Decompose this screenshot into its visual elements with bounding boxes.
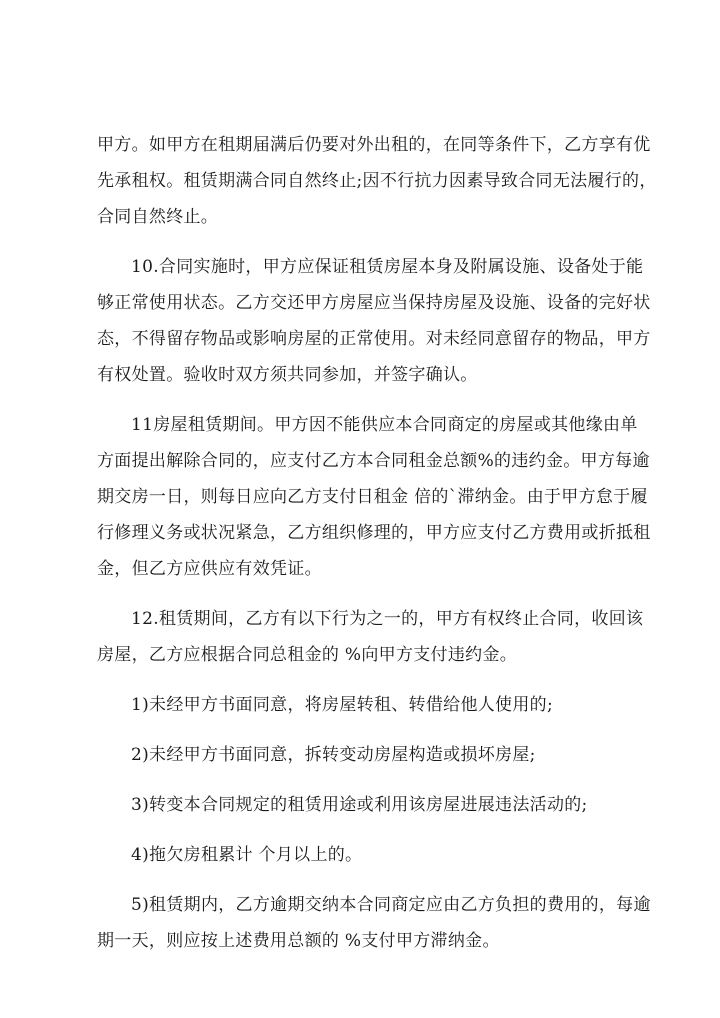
text-line: 12.租赁期间，乙方有以下行为之一的，甲方有权终止合同，收回该 <box>131 609 644 629</box>
text-line: 期一天，则应按上述费用总额的 %支付甲方滞纳金。 <box>97 931 500 951</box>
paragraph-spacer <box>97 873 637 887</box>
paragraph <box>97 887 651 959</box>
text-line: 金，但乙方应供应有效凭证。 <box>97 559 322 579</box>
paragraph-spacer <box>97 773 637 787</box>
text-line: 5)租赁期内，乙方逾期交纳本合同商定应由乙方负担的费用的，每逾 <box>131 895 651 915</box>
paragraph <box>97 737 637 773</box>
text-line: 甲方。如甲方在租期届满后仍要对外出租的，在同等条件下，乙方享有优 <box>97 135 651 155</box>
text-line: 够正常使用状态。乙方交还甲方房屋应当保持房屋及设施、设备的完好状 <box>97 293 651 313</box>
paragraph-spacer <box>97 823 637 837</box>
text-line: 先承租权。租赁期满合同自然终止;因不行抗力因素导致合同无法履行的， <box>97 171 657 191</box>
text-line: 2)未经甲方书面同意，拆转变动房屋构造或损坏房屋; <box>131 745 536 765</box>
paragraph-spacer <box>97 235 637 249</box>
paragraph <box>97 787 637 823</box>
text-line: 有权处置。验收时双方须共同参加，并签字确认。 <box>97 365 478 385</box>
text-line: 1)未经甲方书面同意，将房屋转租、转借给他人使用的; <box>131 695 553 715</box>
text-line: 3)转变本合同规定的租赁用途或利用该房屋进展违法活动的; <box>131 795 588 815</box>
text-line: 11房屋租赁期间。甲方因不能供应本合同商定的房屋或其他缘由单 <box>131 415 638 435</box>
paragraph <box>97 601 644 673</box>
text-line: 行修理义务或状况紧急，乙方组织修理的，甲方应支付乙方费用或折抵租 <box>97 523 651 543</box>
paragraph-spacer <box>97 587 637 601</box>
paragraph-spacer <box>97 393 637 407</box>
text-line: 10.合同实施时，甲方应保证租赁房屋本身及附属设施、设备处于能 <box>131 257 644 277</box>
text-line: 房屋，乙方应根据合同总租金的 %向甲方支付违约金。 <box>97 645 518 665</box>
document-body <box>97 127 657 959</box>
paragraph <box>97 687 637 723</box>
text-line: 4)拖欠房租累计 个月以上的。 <box>131 845 363 865</box>
paragraph-spacer <box>97 723 637 737</box>
paragraph <box>97 837 637 873</box>
paragraph <box>97 249 651 393</box>
text-line: 方面提出解除合同的，应支付乙方本合同租金总额%的违约金。甲方每逾 <box>97 451 650 471</box>
paragraph-spacer <box>97 673 637 687</box>
paragraph <box>97 407 651 587</box>
text-line: 期交房一日，则每日应向乙方支付日租金 倍的`滞纳金。由于甲方怠于履 <box>97 487 648 507</box>
text-line: 态，不得留存物品或影响房屋的正常使用。对未经同意留存的物品，甲方 <box>97 329 651 349</box>
text-line: 合同自然终止。 <box>97 207 219 227</box>
paragraph <box>97 127 657 235</box>
